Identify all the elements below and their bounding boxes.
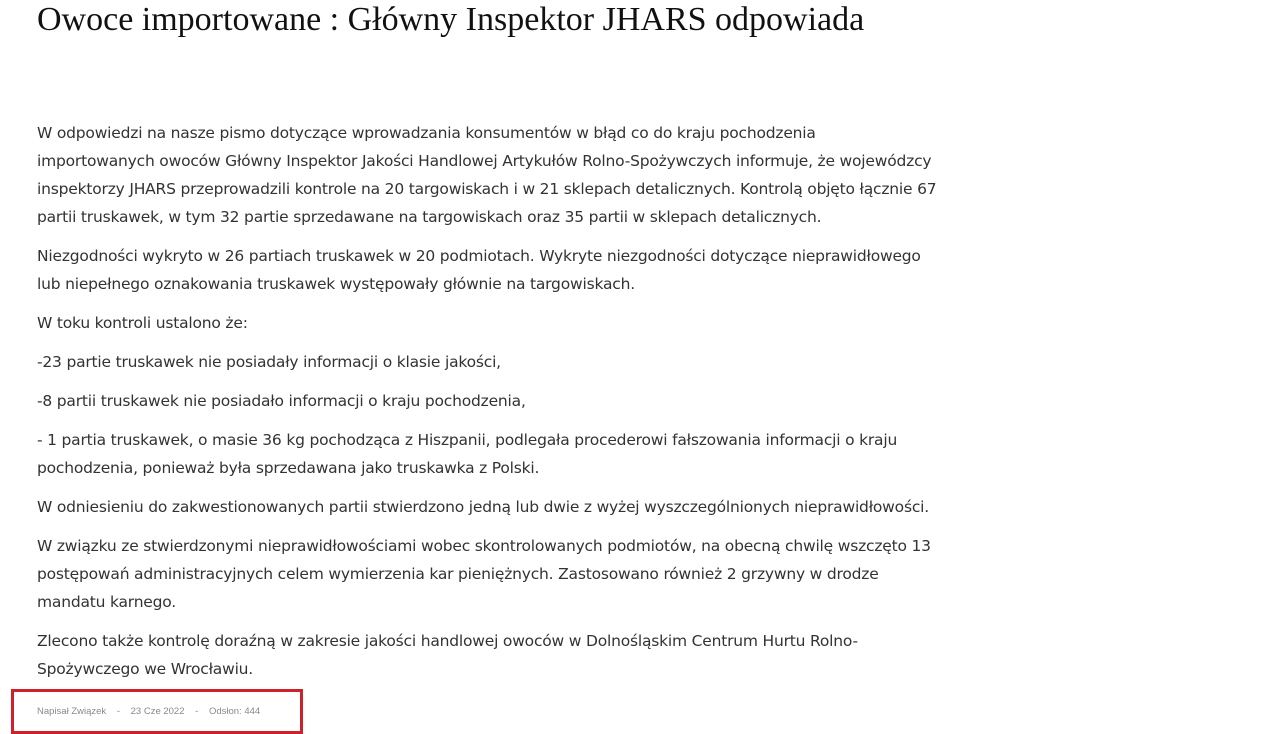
article-paragraph: -23 partie truskawek nie posiadały informacji o klasie jakości, [37,353,501,371]
article-body [37,119,937,694]
meta-separator: - [195,706,199,717]
article-paragraph: -8 partii truskawek nie posiadało informacji o kraju pochodzenia, [37,392,526,410]
highlight-box [11,689,303,734]
meta-separator: - [116,706,120,717]
meta-date: 23 Cze 2022 [130,706,185,717]
article-paragraph: Zlecono także kontrolę doraźną w zakresie jakości handlowej owoców w Dolnośląskim Centrum Hurtu Rolno-Spożywczego we Wrocławiu. [37,632,858,678]
article-paragraph: Niezgodności wykryto w 26 partiach truskawek w 20 podmiotach. Wykryte niezgodności dotyczące nieprawidłowego lub niepełnego oznakowania truskawek występowały głównie na targowiskach. [37,247,921,293]
article-paragraph: W toku kontroli ustalono że: [37,314,248,332]
article-paragraph: W związku ze stwierdzonymi nieprawidłowościami wobec skontrolowanych podmiotów, na obecną chwilę wszczęto 13 postępowań administracyjnych celem wymierzenia kar pieniężnych. Zastosowano również 2 grzywny w drodze mandatu karnego. [37,537,931,611]
meta-views: Odsłon: 444 [208,706,261,717]
article-paragraph: W odniesieniu do zakwestionowanych partii stwierdzono jedną lub dwie z wyżej wyszczególnionych nieprawidłowości. [37,498,929,516]
meta-author: Napisał Związek [37,706,107,717]
article [37,0,937,678]
article-paragraph: W odpowiedzi na nasze pismo dotyczące wprowadzania konsumentów w błąd co do kraju pochodzenia importowanych owoców Główny Inspektor Jakości Handlowej Artykułów Rolno-Spożywczych informuje, że wojewódzcy inspektorzy JHARS przeprowadzili kontrole na 20 targowiskach i w 21 sklepach detalicznych. Kontrolą objęto łącznie 67 partii truskawek, w tym 32 partie sprzedawane na targowiskach oraz 35 partii w sklepach detalicznych. [37,124,937,226]
article-paragraph: - 1 partia truskawek, o masie 36 kg pochodząca z Hiszpanii, podlegała procederowi fałszowania informacji o kraju pochodzenia, ponieważ była sprzedawana jako truskawka z Polski. [37,431,898,477]
article-title: Owoce importowane : Główny Inspektor JHARS odpowiada [37,1,865,38]
